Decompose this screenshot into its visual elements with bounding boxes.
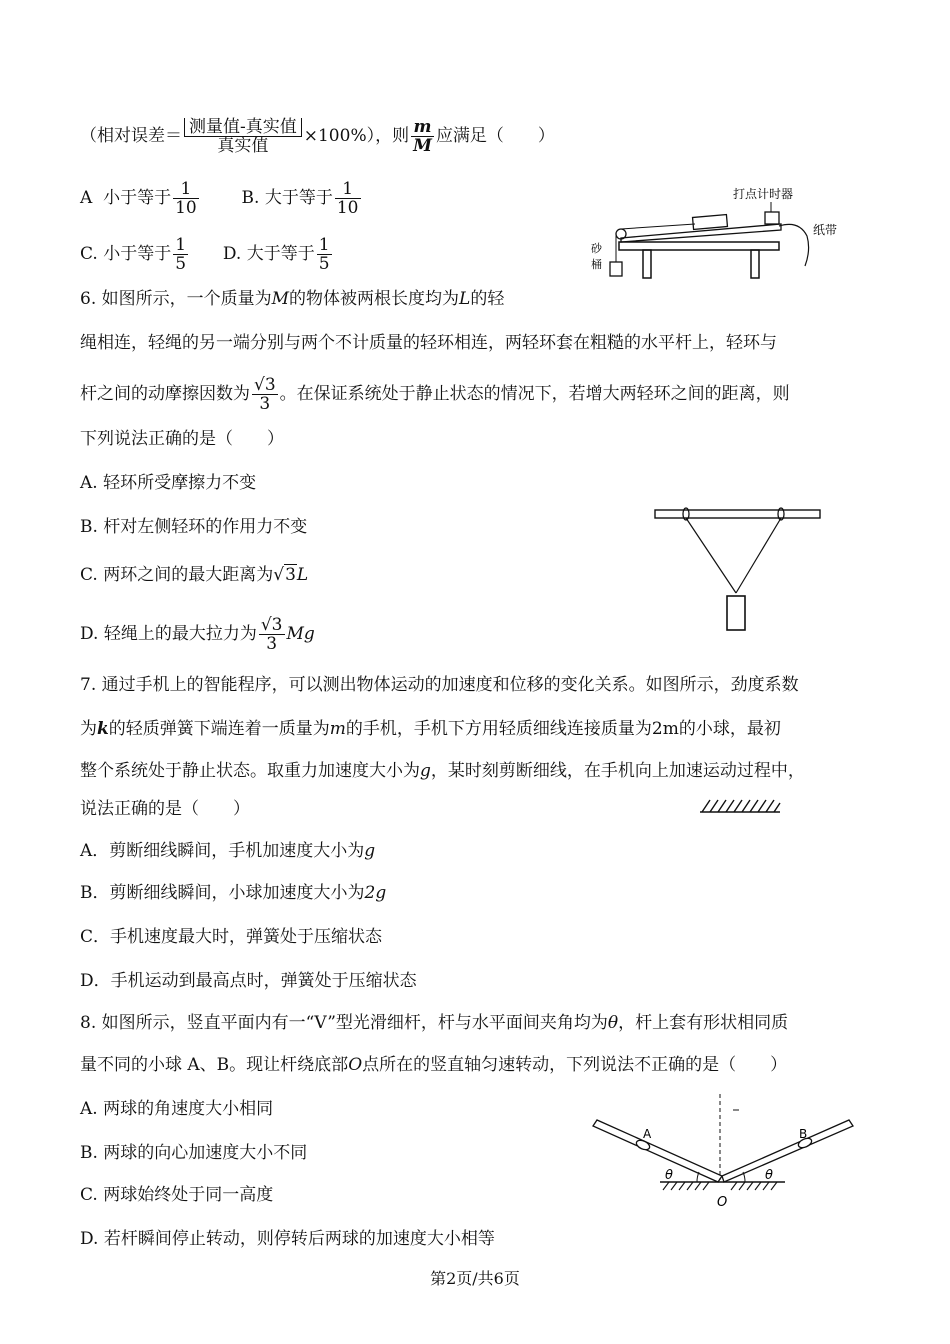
q6-line-4: 下列说法正确的是（ ） <box>80 429 284 449</box>
theta-right: θ <box>765 1168 773 1183</box>
q6-rod-figure <box>650 500 830 640</box>
q6-line-1: 6. 如图所示，一个质量为M的物体被两根长度均为L的轻 <box>80 289 505 309</box>
table-leg-left <box>643 250 651 278</box>
q6-option-b: B. 杆对左侧轻环的作用力不变 <box>80 517 308 537</box>
q6-option-c: C. 两环之间的最大距离为√3L <box>80 565 309 585</box>
string <box>621 224 695 229</box>
timer-label: 打点计时器 <box>733 187 794 201</box>
horizontal-rod <box>655 510 820 518</box>
q6-line-2: 绳相连，轻绳的另一端分别与两个不计质量的轻环相连，两轻环套在粗糙的水平杆上，轻环与 <box>80 333 777 353</box>
theta-left: θ <box>665 1168 673 1183</box>
q5-option-d: D. 大于等于 $\frac{1}{5}$ <box>222 235 330 274</box>
relative-error-fraction: $\frac{\text{测量值-真实值}}{\text{真实值}}$ <box>184 118 302 155</box>
q5-relative-error-line: （相对误差＝ $\frac{\text{测量值-真实值}}{\text{真实值}}$ ×100%），则 $\frac{m}{M}$ 应满足（ ） <box>80 117 555 156</box>
q8-option-b: B. 两球的向心加速度大小不同 <box>80 1143 308 1163</box>
sand-bucket <box>610 262 622 276</box>
cart <box>693 215 728 230</box>
q6-option-a: A. 轻环所受摩擦力不变 <box>80 473 257 493</box>
paper-tape <box>779 224 809 266</box>
q6-line-3: 杆之间的动摩擦因数为 $\frac{√3}{3}$ 。在保证系统处于静止状态的情况下，若增大两轻环之间的距离，则 <box>80 375 790 414</box>
left-rope <box>686 518 736 593</box>
q7-line-1: 7. 通过手机上的智能程序，可以测出物体运动的加速度和位移的变化关系。如图所示，劲度系数 <box>80 675 799 695</box>
incline-board <box>621 224 781 242</box>
q7-option-d: D．手机运动到最高点时，弹簧处于压缩状态 <box>80 971 417 991</box>
q8-line-1: 8. 如图所示，竖直平面内有一“V”型光滑细杆，杆与水平面间夹角均为θ，杆上套有形状相同质 <box>80 1013 789 1033</box>
q7-line-3: 整个系统处于静止状态。取重力加速度大小为g，某时刻剪断细线，在手机向上加速运动过程中， <box>80 761 805 781</box>
q7-option-c: C．手机速度最大时，弹簧处于压缩状态 <box>80 927 383 947</box>
q5-option-b: B. 大于等于 $\frac{1}{10}$ <box>241 179 359 218</box>
q5-cart-figure <box>585 180 850 285</box>
left-rod <box>593 1120 722 1182</box>
q8-option-d: D. 若杆瞬间停止转动，则停转后两球的加速度大小相等 <box>80 1229 495 1249</box>
label-b: B <box>799 1127 808 1141</box>
bucket-label-1: 砂 <box>591 242 602 255</box>
q8-line-2: 量不同的小球 A、B。现让杆绕底部O点所在的竖直轴匀速转动，下列说法不正确的是（ ） <box>80 1055 788 1075</box>
q7-ceiling-figure <box>700 798 782 814</box>
q6-option-d: D. 轻绳上的最大拉力为 $\frac{√3}{3}$ Mg <box>80 615 315 654</box>
q5-options-ab <box>80 180 363 217</box>
table-top <box>619 242 779 250</box>
q5-options-cd <box>80 236 334 273</box>
timer-box <box>765 212 779 224</box>
hanging-mass <box>727 596 745 630</box>
q7-line-4: 说法正确的是（ ） <box>80 799 250 819</box>
mu-fraction: $\frac{√3}{3}$ <box>254 375 276 414</box>
table-leg-right <box>751 250 759 278</box>
tape-label: 纸带 <box>813 223 838 237</box>
ground-hatch <box>663 1182 777 1190</box>
right-rod <box>722 1120 853 1182</box>
page-footer: 第2页/共6页 <box>430 1269 520 1288</box>
q7-option-a: A．剪断细线瞬间，手机加速度大小为g <box>80 841 376 861</box>
q7-option-b: B．剪断细线瞬间，小球加速度大小为2g <box>80 883 387 903</box>
q8-option-a: A. 两球的角速度大小相同 <box>80 1099 274 1119</box>
right-rope <box>736 518 781 593</box>
m-over-M-fraction: $\frac{m}{M}$ <box>413 117 432 156</box>
q5-option-c: C. 小于等于 $\frac{1}{5}$ <box>80 235 187 274</box>
q8-v-rod-figure <box>585 1092 865 1214</box>
label-o: O <box>717 1195 728 1210</box>
bucket-label-2: 桶 <box>591 258 602 271</box>
q5-option-a: A 小于等于 $\frac{1}{10}$ <box>80 179 197 218</box>
label-a: A <box>643 1127 652 1141</box>
q7-line-2: 为k的轻质弹簧下端连着一质量为m的手机，手机下方用轻质细线连接质量为2m的小球，最初 <box>80 719 781 739</box>
q8-option-c: C. 两球始终处于同一高度 <box>80 1185 274 1205</box>
